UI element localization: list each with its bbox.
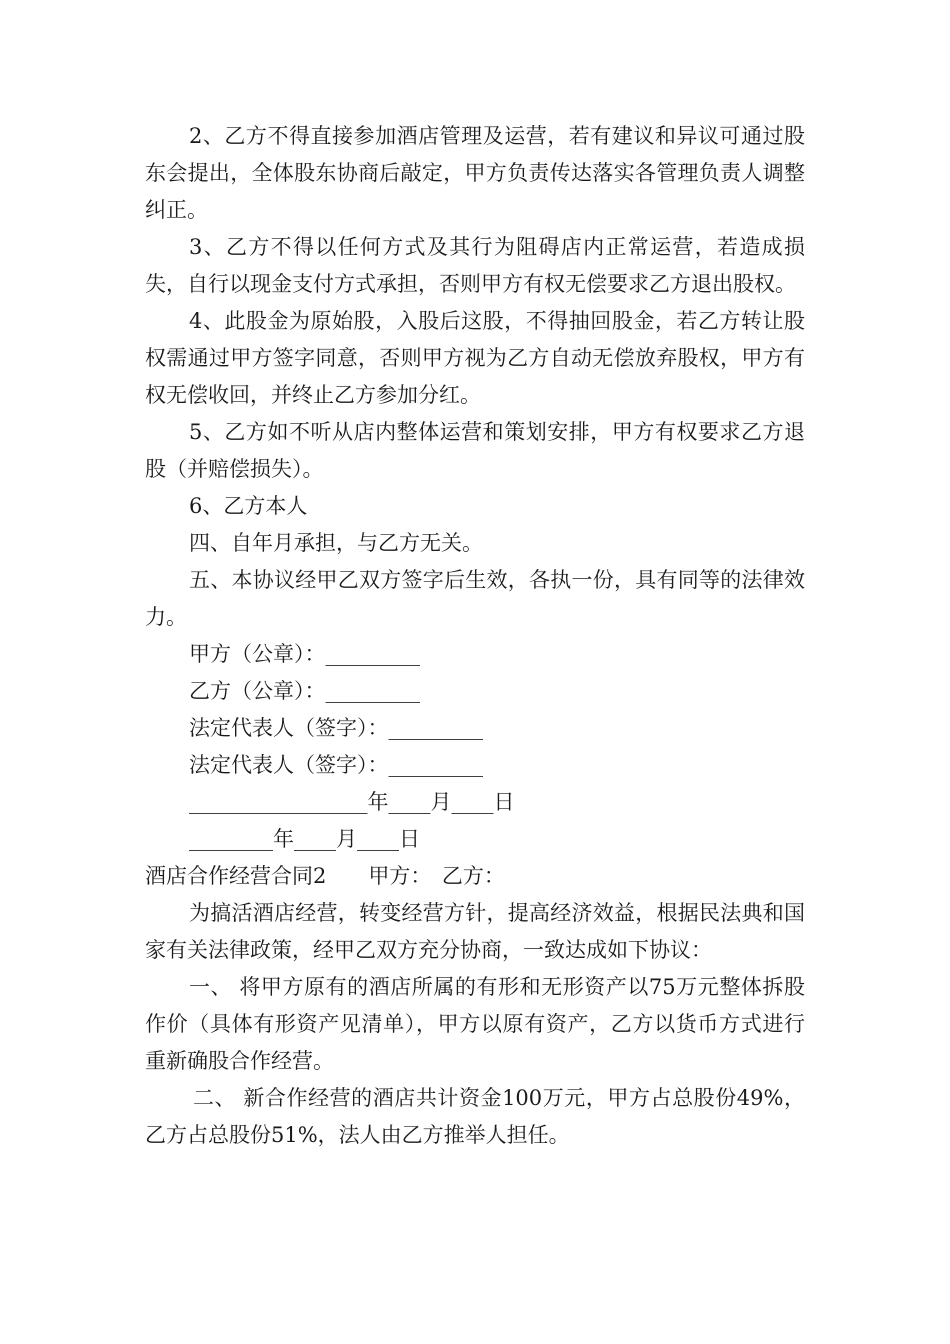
contract-2-preamble: 为搞活酒店经营，转变经营方针，提高经济效益，根据民法典和国家有关法律政策，经甲乙双方充分协商，一致达成如下协议： bbox=[145, 901, 805, 962]
section-four: 四、自年月承担，与乙方无关。 bbox=[189, 531, 483, 555]
legal-rep-signature-line: 法定代表人（签字）：_________ bbox=[189, 753, 483, 777]
clause-6: 6、乙方本人 bbox=[189, 494, 308, 518]
clause-4: 4、此股金为原始股，入股后这股，不得抽回股金，若乙方转让股权需通过甲方签字同意，否则甲方视为乙方自动无偿放弃股权，甲方有权无偿收回，并终止乙方参加分红。 bbox=[145, 309, 805, 407]
party-a-seal-line: 甲方（公章）：_________ bbox=[189, 642, 420, 666]
date-line: _________________年____月____日 bbox=[189, 790, 515, 814]
clause-5: 5、乙方如不听从店内整体运营和策划安排，甲方有权要求乙方退股（并赔偿损失）。 bbox=[145, 420, 805, 481]
date-line: ________年____月____日 bbox=[189, 827, 420, 851]
document-body bbox=[145, 118, 805, 1154]
section-five: 五、本协议经甲乙双方签字后生效，各执一份，具有同等的法律效力。 bbox=[145, 568, 805, 629]
clause-3: 3、乙方不得以任何方式及其行为阻碍店内正常运营，若造成损失，自行以现金支付方式承担，否则甲方有权无偿要求乙方退出股权。 bbox=[145, 235, 805, 296]
legal-rep-signature-line: 法定代表人（签字）：_________ bbox=[189, 716, 483, 740]
contract-2-heading: 酒店合作经营合同2 甲方： 乙方： bbox=[145, 864, 505, 888]
contract-2-article-1: 一、 将甲方原有的酒店所属的有形和无形资产以75万元整体拆股作价（具体有形资产见清单），甲方以原有资产，乙方以货币方式进行重新确股合作经营。 bbox=[145, 975, 805, 1073]
contract-2-article-2: 二、 新合作经营的酒店共计资金100万元，甲方占总股份49%，乙方占总股份51%，法人由乙方推举人担任。 bbox=[145, 1086, 805, 1147]
clause-2: 2、乙方不得直接参加酒店管理及运营，若有建议和异议可通过股东会提出，全体股东协商后敲定，甲方负责传达落实各管理负责人调整纠正。 bbox=[145, 124, 805, 222]
party-b-seal-line: 乙方（公章）：_________ bbox=[189, 679, 420, 703]
